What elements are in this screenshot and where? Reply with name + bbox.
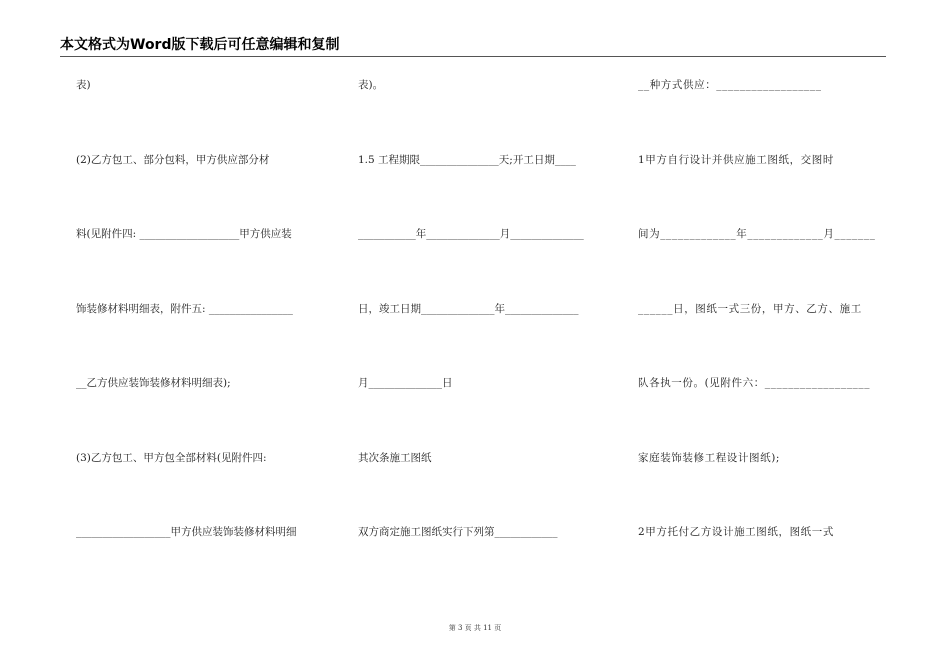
- text-line: 1甲方自行设计并供应施工图纸，交图时: [638, 153, 834, 166]
- text-line: __种方式供应：__________________: [638, 79, 822, 91]
- text-column-2: [358, 78, 610, 600]
- text-column-3: [638, 78, 890, 600]
- text-line: __乙方供应装饰装修材料明细表);: [76, 377, 231, 389]
- text-line: 日，竣工日期______________年______________: [358, 302, 579, 315]
- text-line: 饰装修材料明细表，附件五: ________________: [76, 302, 293, 315]
- text-line: 队各执一份。(见附件六：__________________: [638, 377, 871, 389]
- text-line: ___________年______________月______________: [358, 228, 584, 240]
- text-line: __________________甲方供应装饰装修材料明细: [76, 526, 297, 538]
- page-header-title: 本文格式为Word版下载后可任意编辑和复制: [60, 34, 886, 57]
- text-line: 月______________日: [358, 377, 453, 389]
- text-line: 其次条施工图纸: [358, 451, 432, 464]
- text-column-1: [76, 78, 328, 600]
- page-number-footer: 第 3 页 共 11 页: [448, 624, 502, 632]
- text-line: 料(见附件四: ___________________甲方供应装: [76, 228, 292, 240]
- text-line: ______日，图纸一式三份，甲方、乙方、施工: [638, 302, 862, 315]
- text-line: 表): [76, 79, 91, 91]
- text-line: (2)乙方包工、部分包料，甲方供应部分材: [76, 153, 270, 166]
- text-line: 双方商定施工图纸实行下列第____________: [358, 526, 558, 538]
- text-line: 表)。: [358, 79, 384, 91]
- text-line: 1.5 工程期限_______________天;开工日期____: [358, 153, 576, 166]
- text-line: 2甲方托付乙方设计施工图纸，图纸一式: [638, 526, 834, 538]
- text-line: 家庭装饰装修工程设计图纸);: [638, 451, 781, 464]
- text-line: 间为_____________年_____________月_______: [638, 228, 876, 240]
- text-line: (3)乙方包工、甲方包全部材料(见附件四:: [76, 451, 267, 464]
